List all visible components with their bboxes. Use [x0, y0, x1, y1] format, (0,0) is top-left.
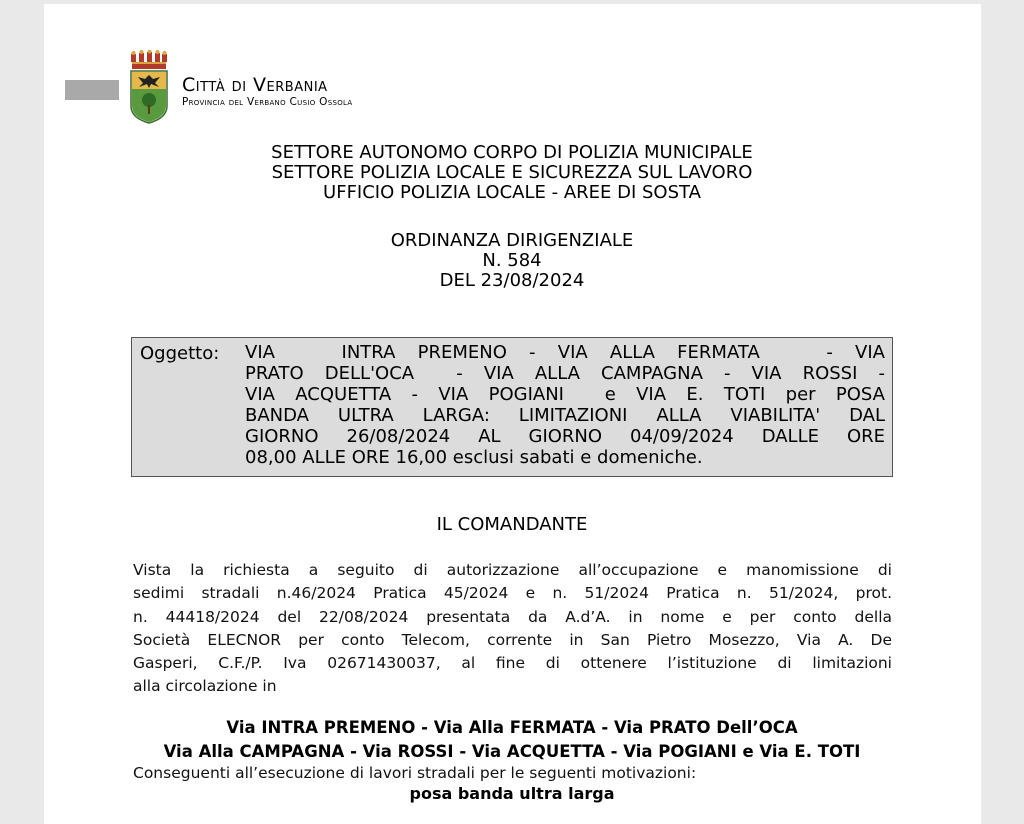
sector-line-3: UFFICIO POLIZIA LOCALE - AREE DI SOSTA — [323, 182, 701, 203]
province-name: Provincia del Verbano Cusio Ossola — [182, 96, 353, 108]
subject-line: BANDA ULTRA LARGA: LIMITAZIONI ALLA VIABILITA' DAL — [245, 405, 885, 426]
comandante-heading: IL COMANDANTE — [436, 514, 588, 535]
subject-line: 08,00 ALLE ORE 16,00 esclusi sabati e domeniche. — [245, 447, 703, 468]
sector-line-2: SETTORE POLIZIA LOCALE E SICUREZZA SUL LAVORO — [271, 162, 753, 183]
ordinance-number: N. 584 — [482, 250, 542, 271]
body-line: n. 44418/2024 del 22/08/2024 presentata da A.d’A. in nome e per conto della — [133, 607, 892, 626]
body-paragraph — [133, 559, 892, 699]
body-line: alla circolazione in — [133, 677, 277, 696]
body-line: Gasperi, C.F./P. Iva 02671430037, al fine di ottenere l’istituzione di limitazioni — [133, 654, 892, 673]
body-line: sedimi stradali n.46/2024 Pratica 45/2024 e n. 51/2024 Pratica n. 51/2024, prot. — [133, 584, 892, 603]
ordinance-title: ORDINANZA DIRIGENZIALE — [390, 230, 634, 251]
ordinance-heading — [0, 231, 1024, 291]
reason-text: posa banda ultra larga — [409, 784, 615, 803]
city-name: Città di Verbania — [182, 74, 328, 96]
subject-label: Oggetto: — [140, 343, 220, 364]
city-crest-icon — [129, 50, 169, 124]
subject-line: GIORNO 26/08/2024 AL GIORNO 04/09/2024 DALLE ORE — [245, 426, 885, 447]
subject-line: VIA ACQUETTA - VIA POGIANI e VIA E. TOTI per POSA — [245, 384, 885, 405]
streets-line-1: Via INTRA PREMENO - Via Alla FERMATA - Via PRATO Dell’OCA — [226, 718, 798, 737]
streets-line-2: Via Alla CAMPAGNA - Via ROSSI - Via ACQUETTA - Via POGIANI e Via E. TOTI — [163, 742, 861, 761]
sector-headings — [0, 143, 1024, 203]
consequence-text: Conseguenti all’esecuzione di lavori stradali per le seguenti motivazioni: — [133, 764, 697, 782]
body-line: Società ELECNOR per conto Telecom, corrente in San Pietro Mosezzo, Via A. De — [133, 630, 892, 649]
subject-line: VIA INTRA PREMENO - VIA ALLA FERMATA - VIA — [245, 342, 885, 363]
sector-line-1: SETTORE AUTONOMO CORPO DI POLIZIA MUNICIPALE — [271, 142, 753, 163]
gray-marker-bar — [65, 80, 119, 100]
subject-text — [245, 342, 885, 468]
subject-box — [131, 337, 893, 477]
subject-line: PRATO DELL'OCA - VIA ALLA CAMPAGNA - VIA ROSSI - — [245, 363, 885, 384]
body-line: Vista la richiesta a seguito di autorizzazione all’occupazione e manomissione di — [133, 561, 892, 579]
ordinance-date: DEL 23/08/2024 — [439, 270, 585, 291]
